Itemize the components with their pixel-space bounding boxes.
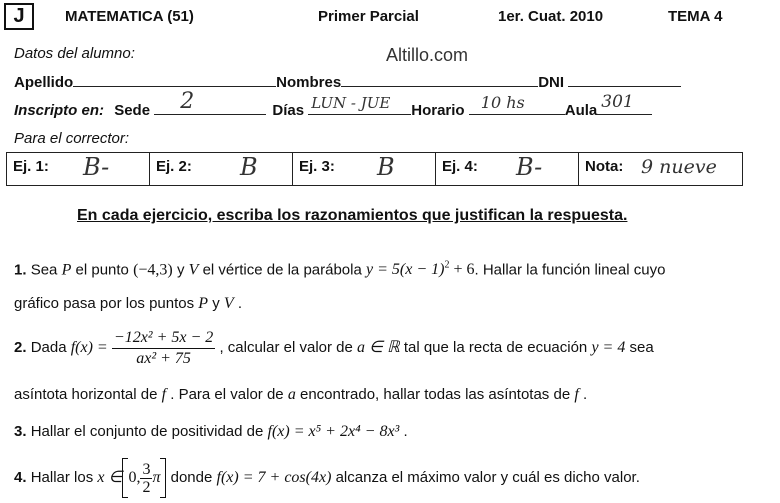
grade-cell-value: B xyxy=(377,153,395,181)
question-1-line-2 xyxy=(14,295,242,313)
question-1 xyxy=(14,260,665,279)
q4-pi: π xyxy=(152,469,161,486)
sede-value: 2 xyxy=(180,89,195,114)
nombres-label: Nombres xyxy=(276,74,342,91)
q2-text: sea xyxy=(629,339,654,356)
q2-numerator: −12x² + 5x − 2 xyxy=(112,328,215,349)
horario-line xyxy=(469,93,565,115)
sede-label: Sede xyxy=(114,102,151,119)
q2-text: Dada xyxy=(30,339,67,356)
question-2 xyxy=(14,326,654,370)
q1-text: Sea xyxy=(30,261,58,279)
q2-text: encontrado, hallar todas las asíntotas de xyxy=(299,386,571,403)
q2-text: . Para el valor de xyxy=(170,386,284,403)
question-number: 1. xyxy=(14,261,27,279)
q4-text: alcanza el máximo valor y cuál es dicho valor. xyxy=(335,469,640,486)
q4-frac-den: 2 xyxy=(142,478,151,496)
dni-line xyxy=(568,71,681,87)
question-number: 4. xyxy=(14,469,27,486)
exam-name: Primer Parcial xyxy=(318,8,419,25)
q1-text: el vértice de la parábola xyxy=(202,261,362,279)
grade-cell-value: 9 nueve xyxy=(641,156,717,178)
apellido-label: Apellido xyxy=(14,74,74,91)
inscripto-label: Inscripto en: xyxy=(14,102,105,119)
q4-text: donde xyxy=(170,469,213,486)
q2-fraction xyxy=(112,328,215,369)
grade-cell-ej1 xyxy=(7,153,149,185)
tema-number: TEMA 4 xyxy=(668,8,723,25)
q2-f: f xyxy=(161,386,167,403)
apellido-line xyxy=(73,71,276,87)
q2-text: . xyxy=(582,386,588,403)
q4-function: f(x) = 7 + cos(4x) xyxy=(216,469,332,486)
grade-cell-label: Nota: xyxy=(585,158,624,175)
grade-cell-label: Ej. 3: xyxy=(299,158,335,175)
q1-point-v: V xyxy=(223,295,234,312)
q4-right-bracket xyxy=(160,458,166,498)
q1-text: gráfico pasa por los puntos xyxy=(14,295,195,312)
nombres-line xyxy=(341,71,538,87)
question-number: 3. xyxy=(14,423,27,440)
grade-cell-ej4 xyxy=(435,153,578,185)
apellido-field xyxy=(14,71,681,91)
q2-text: asíntota horizontal de xyxy=(14,386,158,403)
aula-value: 301 xyxy=(601,92,634,112)
q4-frac-num: 3 xyxy=(142,460,151,478)
q4-fraction xyxy=(140,461,152,496)
q3-function: f(x) = x⁵ + 2x⁴ − 8x³ xyxy=(267,423,400,440)
q2-a-in-r: a ∈ ℝ xyxy=(357,339,400,356)
grade-cell-label: Ej. 1: xyxy=(13,158,49,175)
grade-cell-label: Ej. 4: xyxy=(442,158,478,175)
q1-eq-rhs: + 6 xyxy=(453,261,475,279)
q3-text: Hallar el conjunto de positividad de xyxy=(30,423,264,440)
grade-cell-label: Ej. 2: xyxy=(156,158,192,175)
q1-text: . xyxy=(237,295,243,312)
inscripto-row xyxy=(14,89,652,119)
dias-value: LUN - JUE xyxy=(311,94,391,112)
q2-text: , calcular el valor de xyxy=(219,339,353,356)
instruction: En cada ejercicio, escriba los razonamientos que justifican la respuesta. xyxy=(77,207,628,224)
q2-f: f xyxy=(574,386,579,403)
q2-function: f(x) = xyxy=(70,339,108,356)
q1-text: y xyxy=(176,261,185,279)
q4-x-in: x ∈ xyxy=(97,469,123,486)
q2-text: tal que la recta de ecuación xyxy=(403,339,588,356)
grade-cell-ej2 xyxy=(149,153,292,185)
q1-text: el punto xyxy=(75,261,129,279)
q3-text: . xyxy=(403,423,408,440)
q2-denominator: ax² + 75 xyxy=(136,349,191,367)
question-4 xyxy=(14,454,640,502)
q1-point: (−4,3) xyxy=(133,261,173,279)
dias-line xyxy=(308,94,411,115)
grade-cell-ej3 xyxy=(292,153,435,185)
term: 1er. Cuat. 2010 xyxy=(498,8,604,25)
dias-label: Días xyxy=(272,102,305,119)
aula-label: Aula xyxy=(564,102,598,119)
q4-text: Hallar los xyxy=(30,469,94,486)
q1-eq-lhs: y = 5(x − 1) xyxy=(366,261,445,279)
q1-text: y xyxy=(212,295,220,312)
q1-eq-exp: 2 xyxy=(444,260,450,271)
grade-cell-value: B- xyxy=(516,153,543,181)
q4-lower-bound: 0, xyxy=(128,469,141,486)
question-2-line-2 xyxy=(14,386,587,404)
tema-box: J xyxy=(4,3,34,30)
q2-a: a xyxy=(287,386,296,403)
q1-parabola xyxy=(366,261,474,278)
watermark: Altillo.com xyxy=(386,45,469,65)
aula-line xyxy=(597,92,652,115)
horario-label: Horario xyxy=(411,102,465,119)
q1-point-p: P xyxy=(198,295,209,312)
grades-table xyxy=(6,152,743,186)
q1-point-p: P xyxy=(61,261,72,279)
subject-title: MATEMATICA (51) xyxy=(65,8,194,25)
q2-line: y = 4 xyxy=(591,339,626,356)
grade-cell-nota xyxy=(578,153,742,185)
horario-value: 10 hs xyxy=(480,93,525,112)
grade-cell-value: B- xyxy=(83,153,110,181)
sede-line xyxy=(154,89,266,115)
dni-label: DNI xyxy=(538,74,565,91)
q1-text: . Hallar la función lineal cuyo xyxy=(474,261,666,279)
q1-point-v: V xyxy=(188,261,199,279)
question-3 xyxy=(14,423,408,441)
student-section-label: Datos del alumno: xyxy=(14,45,135,62)
grade-cell-value: B xyxy=(240,153,258,181)
question-number: 2. xyxy=(14,339,27,356)
corrector-section-label: Para el corrector: xyxy=(14,130,130,147)
